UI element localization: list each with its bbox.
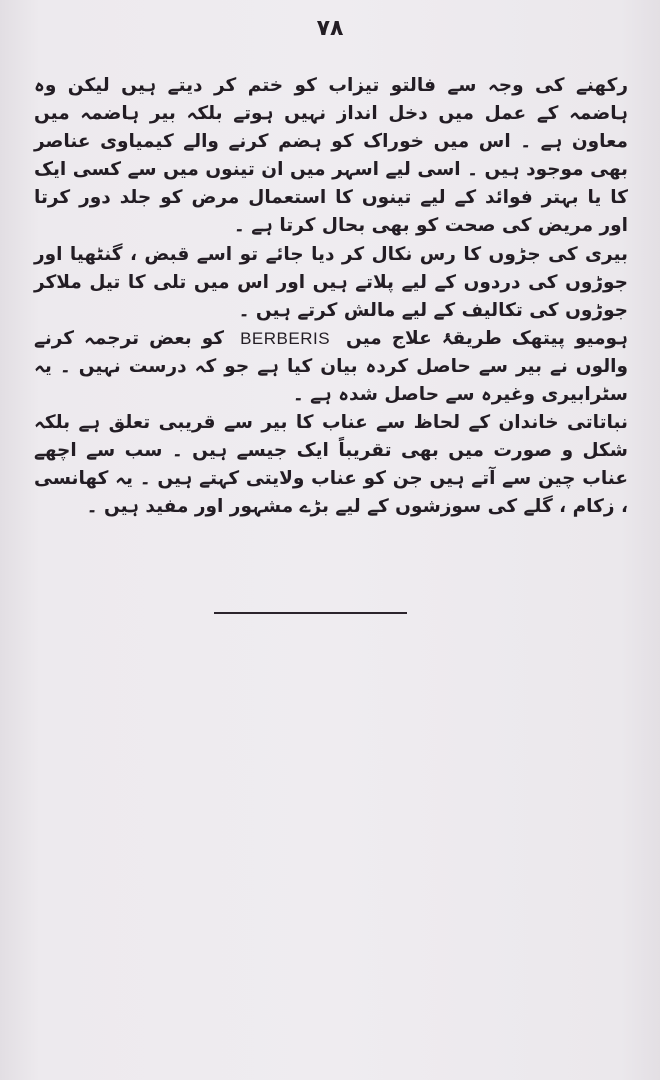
paragraph-digestion: رکھنے کی وجہ سے فالتو تیزاب کو ختم کر دیتے ہیں لیکن وہ ہاضمہ کے عمل میں دخل انداز نہیں ہوتے بلکہ بیر ہاضمہ میں معاون ہے ۔ اس میں خوراک کو ہضم کرنے والے کیمیاوی عناصر بھی موجود ہیں ۔ اسی لیے اسہر میں ان تینوں میں سے کسی ایک کا یا بہتر فوائد کے لیے تینوں کا استعمال مرض کو جلد دور کرتا اور مریض کی صحت کو بھی بحال کرتا ہے ۔ bbox=[34, 75, 628, 237]
section-divider bbox=[214, 612, 407, 614]
paragraph-roots-juice: بیری کی جڑوں کا رس نکال کر دیا جائے تو اسے قبض ، گنٹھیا اور جوڑوں کی دردوں کے لیے پلاتے ہیں اور اس میں تلی کا تیل ملاکر جوڑوں کی تکالیف کے لیے مالش کرتے ہیں ۔ bbox=[34, 243, 628, 321]
body-text bbox=[34, 72, 628, 522]
paragraph-jujube: نباتاتی خاندان کے لحاظ سے عناب کا بیر سے قریبی تعلق ہے بلکہ شکل و صورت میں بھی تقریباً ایک جیسے ہیں ۔ سب سے اچھے عناب چین سے آتے ہیں جن کو عناب ولایتی کہتے ہیں ۔ یہ کھانسی ، زکام ، گلے کی سوزشوں کے لیے بڑے مشہور اور مفید ہیں ۔ bbox=[34, 412, 628, 518]
page-number: ۷۸ bbox=[316, 16, 344, 41]
paragraph-homeopathy bbox=[34, 325, 628, 409]
homeopathy-text-start: ہومیو پیتھک طریقۂ علاج میں bbox=[346, 327, 628, 349]
homeopathy-text-end: کو بعض ترجمہ کرنے والوں نے بیر سے حاصل کردہ بیان کیا ہے جو کہ درست نہیں ۔ یہ سٹرابیری وغیرہ سے حاصل شدہ ہے ۔ bbox=[34, 327, 628, 406]
berberis-term: BERBERIS bbox=[240, 328, 331, 348]
